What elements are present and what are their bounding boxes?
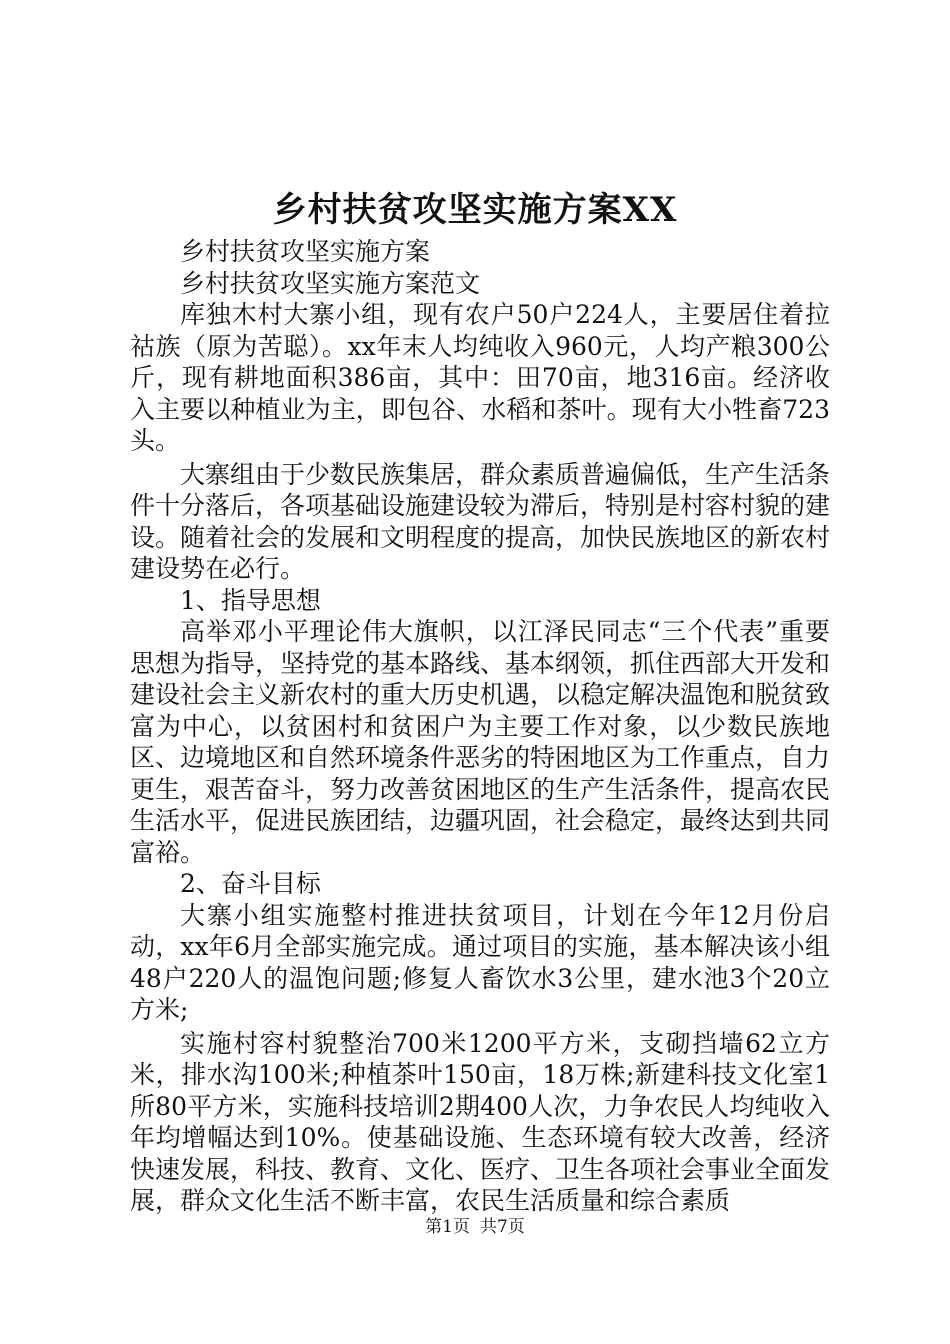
page-footer [0, 1216, 950, 1238]
section-heading-goals: 2、奋斗目标 [180, 869, 321, 898]
paragraph-background: 大寨组由于少数民族集居，群众素质普遍偏低，生产生活条件十分落后，各项基础设施建设较为滞后，特别是村容村貌的建设。随着社会的发展和文明程度的提高，加快民族地区的新农村建设势在必行。 [130, 459, 831, 583]
paragraph-goals: 大寨小组实施整村推进扶贫项目，计划在今年12月份启动，xx年6月全部实施完成。通过项目的实施，基本解决该小组48户220人的温饱问题;修复人畜饮水3公里，建水池3个20立方米; [130, 900, 830, 1024]
section-heading-guiding-ideology: 1、指导思想 [180, 585, 321, 615]
paragraph-subtitle-2: 乡村扶贫攻坚实施方案范文 [180, 268, 481, 298]
paragraph-implementation: 实施村容村貌整治700米1200平方米，支砌挡墙62立方米，排水沟100米;种植茶叶150亩，18万株;新建科技文化室1所80平方米，实施科技培训2期400人次，力争农民人均纯收入年均增幅达到10%。使基础设施、生态环境有较大改善，经济快速发展，科技、教育、文化、医疗、卫生各项社会事业全面发展，群众文化生活不断丰富，农民生活质量和综合素质 [130, 1028, 831, 1215]
document-body [130, 236, 830, 1217]
paragraph-village-overview: 库独木村大寨小组，现有农户50户224人，主要居住着拉祜族（原为苦聪）。xx年末人均纯收入960元，人均产粮300公斤，现有耕地面积386亩，其中：田70亩，地316亩。经济收入主要以种植业为主，即包谷、水稻和茶叶。现有大小牲畜723头。 [130, 300, 830, 455]
paragraph-guiding-ideology: 高举邓小平理论伟大旗帜，以江泽民同志“三个代表”重要思想为指导，坚持党的基本路线、基本纲领，抓住西部大开发和建设社会主义新农村的重大历史机遇，以稳定解决温饱和脱贫致富为中心，以贫困村和贫困户为主要工作对象，以少数民族地区、边境地区和自然环境条件恶劣的特困地区为工作重点，自力更生，艰苦奋斗，努力改善贫困地区的生产生活条件，提高农民生活水平，促进民族团结，边疆巩固，社会稳定，最终达到共同富裕。 [130, 617, 831, 867]
document-title: 乡村扶贫攻坚实施方案XX [272, 190, 678, 230]
paragraph-subtitle-1: 乡村扶贫攻坚实施方案 [180, 237, 431, 266]
page-number-total: 共7页 [480, 1217, 525, 1237]
page-number-current: 第1页 [425, 1217, 470, 1237]
